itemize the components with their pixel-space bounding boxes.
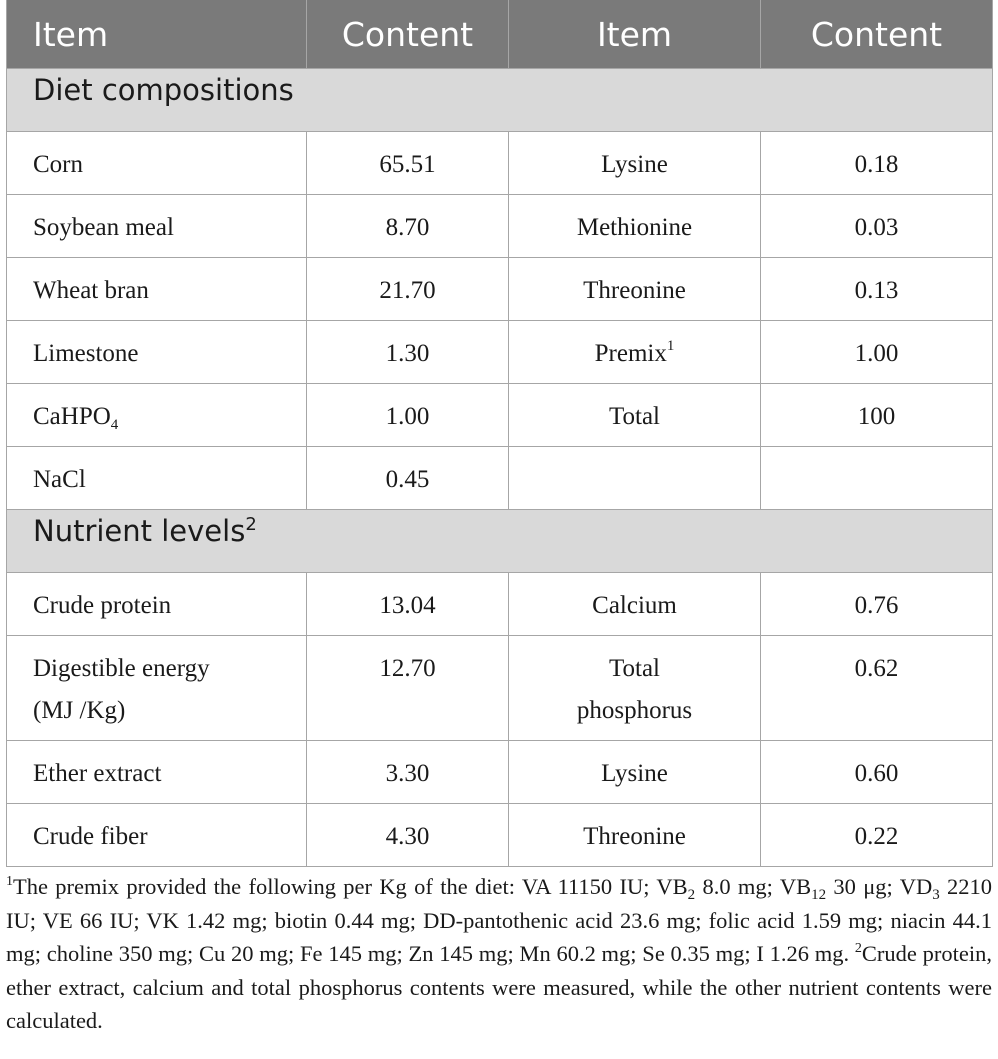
table-row bbox=[7, 258, 993, 321]
content-cell: 12.70 bbox=[307, 636, 509, 741]
item-cell: Wheat bran bbox=[7, 258, 307, 321]
item-cell: Methionine bbox=[509, 195, 761, 258]
item-cell: Total bbox=[509, 384, 761, 447]
content-cell: 4.30 bbox=[307, 804, 509, 867]
item-cell bbox=[509, 447, 761, 510]
content-cell: 1.00 bbox=[307, 384, 509, 447]
item-cell: NaCl bbox=[7, 447, 307, 510]
subscript: 12 bbox=[811, 887, 827, 903]
item-text: CaHPO bbox=[33, 403, 111, 430]
content-cell: 1.00 bbox=[761, 321, 993, 384]
item-cell: Limestone bbox=[7, 321, 307, 384]
content-cell: 1.30 bbox=[307, 321, 509, 384]
header-row bbox=[7, 0, 993, 69]
content-cell: 8.70 bbox=[307, 195, 509, 258]
footnote-marker: 2 bbox=[245, 514, 257, 535]
table-row bbox=[7, 804, 993, 867]
diet-composition-table bbox=[6, 0, 993, 867]
item-cell bbox=[7, 636, 307, 741]
section-row-diet bbox=[7, 69, 993, 132]
content-cell: 0.60 bbox=[761, 741, 993, 804]
table-row bbox=[7, 741, 993, 804]
table-row bbox=[7, 636, 993, 741]
content-cell bbox=[761, 447, 993, 510]
item-cell: Corn bbox=[7, 132, 307, 195]
section-label-diet: Diet compositions bbox=[7, 69, 993, 132]
content-cell: 0.13 bbox=[761, 258, 993, 321]
content-cell: 13.04 bbox=[307, 573, 509, 636]
footnote-text: Crude protein, ether extract, calcium and total phosphorus contents were measured, while the other nutrient contents were calculated. bbox=[6, 941, 992, 1034]
footnote-text: 8.0 mg; VB bbox=[695, 874, 812, 899]
section-row-nutrient bbox=[7, 510, 993, 573]
item-cell: Soybean meal bbox=[7, 195, 307, 258]
table-footnote bbox=[6, 870, 992, 1038]
header-content-2: Content bbox=[761, 0, 993, 69]
header-item-2: Item bbox=[509, 0, 761, 69]
item-cell: Calcium bbox=[509, 573, 761, 636]
content-cell: 0.18 bbox=[761, 132, 993, 195]
item-cell: Threonine bbox=[509, 804, 761, 867]
content-cell: 65.51 bbox=[307, 132, 509, 195]
footnote-text: 2210 IU; VE 66 IU; VK 1.42 mg; biotin 0.44 mg; DD-pantothenic acid 23.6 mg; folic acid 1.59 mg; niacin 44.1 mg; choline 350 mg; Cu 20 mg; Fe 145 mg; Zn 145 mg; Mn 60.2 mg; Se 0.35 mg; I 1.26 mg. bbox=[6, 874, 993, 967]
footnote-marker: 2 bbox=[854, 941, 862, 957]
item-cell: Crude fiber bbox=[7, 804, 307, 867]
footnote-marker: 1 bbox=[666, 338, 675, 354]
content-cell: 0.22 bbox=[761, 804, 993, 867]
content-cell: 100 bbox=[761, 384, 993, 447]
content-cell: 0.62 bbox=[761, 636, 993, 741]
table-row bbox=[7, 447, 993, 510]
item-text: Premix bbox=[594, 340, 667, 367]
section-label-nutrient: Nutrient levels$^2$ bbox=[7, 510, 993, 573]
table-row bbox=[7, 132, 993, 195]
item-cell: Lysine bbox=[509, 741, 761, 804]
table-row bbox=[7, 384, 993, 447]
item-cell: Crude protein bbox=[7, 573, 307, 636]
item-text: Total bbox=[608, 655, 660, 682]
content-cell: 3.30 bbox=[307, 741, 509, 804]
content-cell: 21.70 bbox=[307, 258, 509, 321]
table-row bbox=[7, 195, 993, 258]
subscript: 3 bbox=[932, 887, 940, 903]
footnote-text: The premix provided the following per Kg of the diet: VA 11150 IU; VB bbox=[13, 874, 688, 899]
table-row bbox=[7, 321, 993, 384]
item-cell: Lysine bbox=[509, 132, 761, 195]
item-text: Digestible energy bbox=[33, 655, 210, 682]
item-text-line2: phosphorus bbox=[576, 697, 693, 724]
table-row bbox=[7, 573, 993, 636]
item-cell bbox=[509, 636, 761, 741]
item-cell: Ether extract bbox=[7, 741, 307, 804]
subscript: 2 bbox=[687, 887, 696, 903]
content-cell: 0.45 bbox=[307, 447, 509, 510]
header-content-1: Content bbox=[307, 0, 509, 69]
footnote-text: 30 μg; VD bbox=[826, 874, 933, 899]
table-container bbox=[6, 0, 992, 867]
header-item-1: Item bbox=[7, 0, 307, 69]
subscript: 4 bbox=[110, 417, 119, 433]
content-cell: 0.76 bbox=[761, 573, 993, 636]
content-cell: 0.03 bbox=[761, 195, 993, 258]
footnote-marker: 1 bbox=[6, 874, 13, 889]
item-cell: Threonine bbox=[509, 258, 761, 321]
item-text-line2: (MJ /Kg) bbox=[33, 697, 126, 724]
item-cell bbox=[509, 321, 761, 384]
item-cell bbox=[7, 384, 307, 447]
